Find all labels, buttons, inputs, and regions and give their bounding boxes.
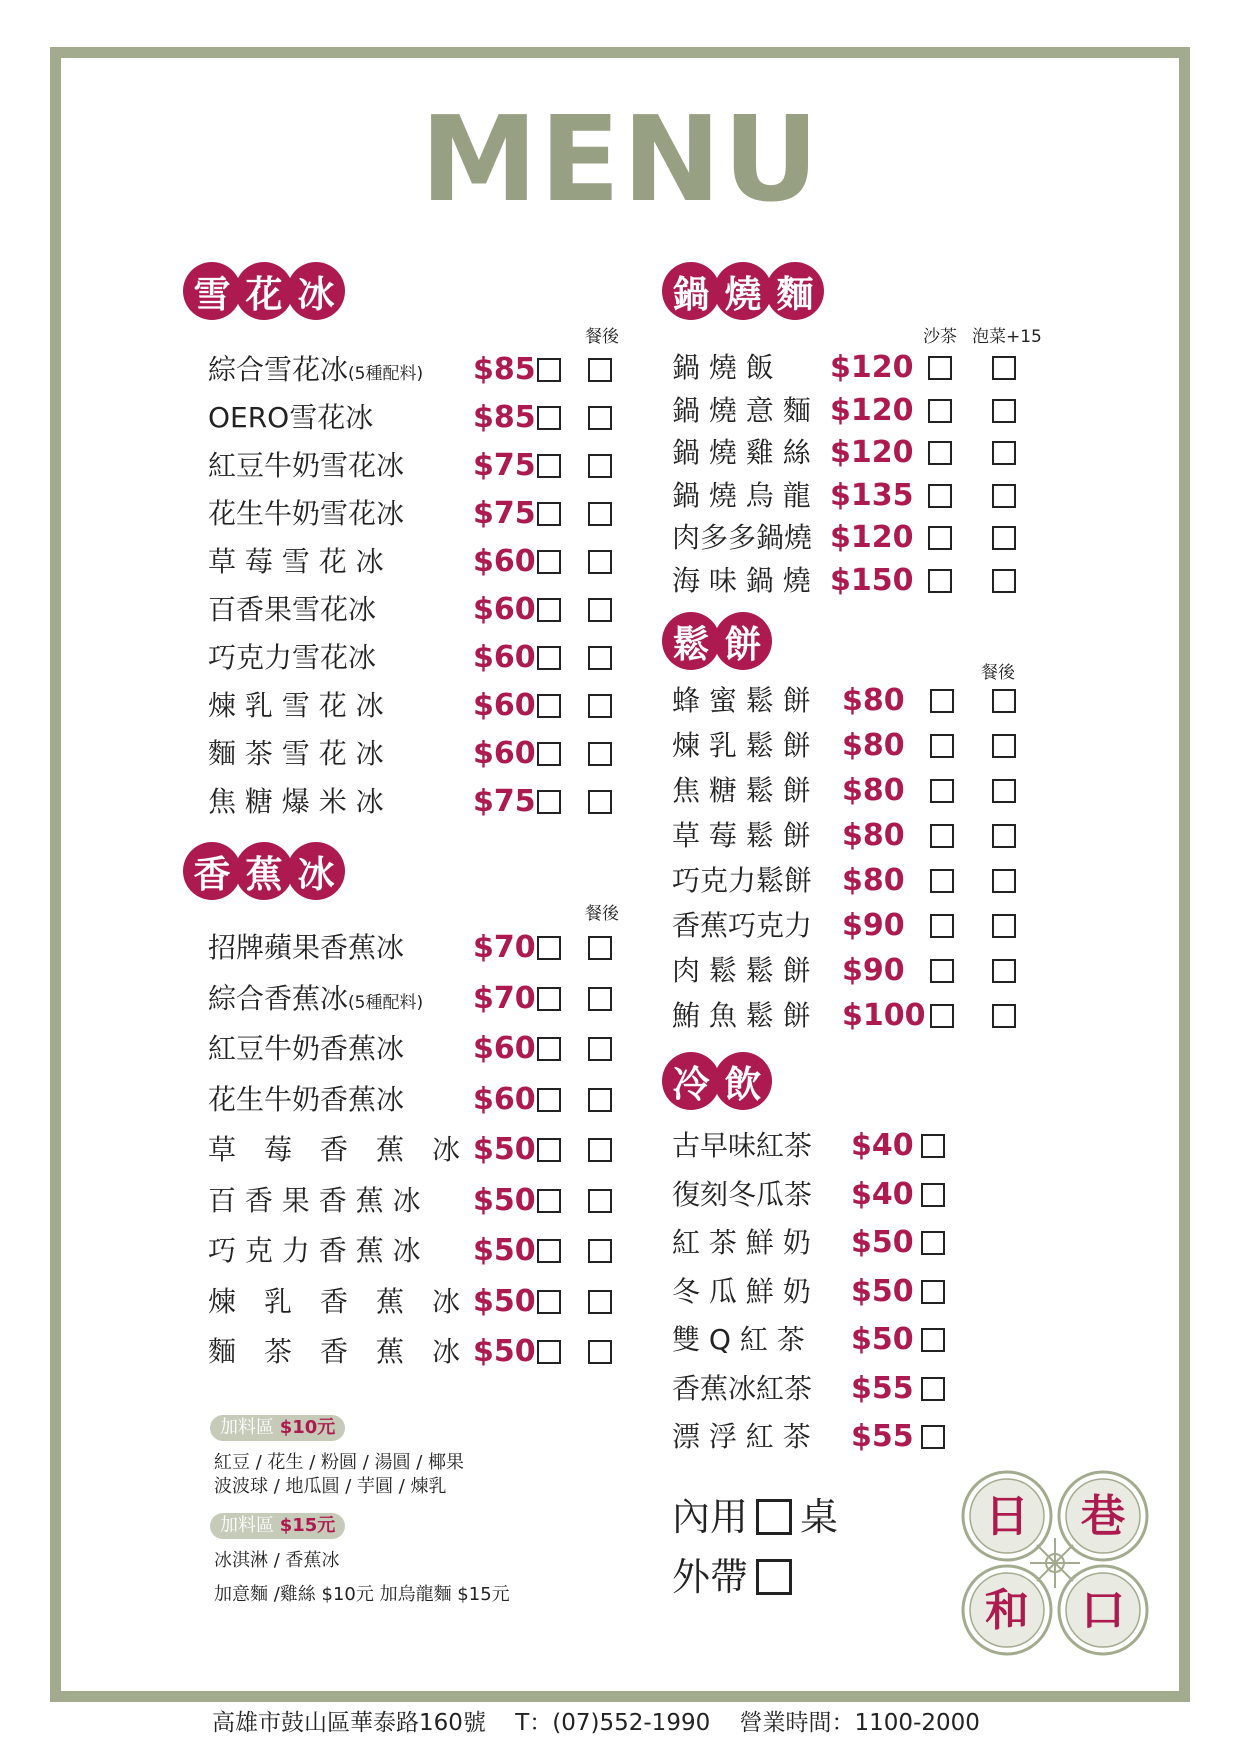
item-name-text: 煉 乳 鬆 餅 [672,729,811,762]
menu-item-row [208,782,608,822]
footer [212,1703,1002,1743]
item-price: $120 [830,520,914,555]
item-name-text: 焦 糖 爆 米 冰 [208,785,384,818]
footer-address: 高雄市鼓山區華泰路160號 [212,1710,486,1736]
footer-phone: T：(07)552-1990 [515,1710,711,1736]
addon-label: 加料區 [220,1515,274,1536]
item-name [672,681,811,721]
order-checkbox[interactable] [928,526,952,550]
order-checkbox[interactable] [930,1004,954,1028]
order-checkbox[interactable] [537,1239,561,1263]
takeout-checkbox[interactable] [756,1559,792,1595]
order-checkbox[interactable] [930,779,954,803]
order-checkbox[interactable] [537,987,561,1011]
item-name-text: 蜂 蜜 鬆 餅 [672,684,811,717]
item-name-text: 焦 糖 鬆 餅 [672,774,811,807]
item-price: $80 [842,728,905,763]
item-name-text: 百 香 果 香 蕉 冰 [208,1183,421,1217]
order-checkbox[interactable] [921,1134,945,1158]
item-price: $50 [851,1273,914,1309]
order-checkbox[interactable] [921,1425,945,1449]
item-name-text: 巧克力鬆餅 [672,864,813,897]
addon-tier2-badge [210,1513,345,1539]
order-checkbox[interactable] [537,790,561,814]
item-name [208,686,384,726]
logo-char: 巷 [1081,1491,1125,1542]
order-checkbox[interactable] [588,1138,612,1162]
title-char: 蕉 [235,842,293,900]
order-checkbox[interactable] [930,869,954,893]
takeout-option [672,1552,800,1602]
menu-item-row [208,350,608,390]
item-name-text: 百香果雪花冰 [208,593,377,626]
item-name-text: 麵 茶 香 蕉 冰 [208,1335,461,1368]
menu-item-row [208,734,608,774]
item-name-text: 巧 克 力 香 蕉 冰 [208,1234,421,1267]
col-head-after-meal: 餐後 [981,663,1015,683]
item-name [208,1080,404,1120]
menu-item-row [208,1080,608,1120]
menu-item-row [672,1369,1072,1409]
title-char: 鍋 [662,262,720,320]
menu-item-row [208,542,608,582]
item-price: $55 [851,1370,914,1406]
item-name-text: 草 莓 雪 花 冰 [208,545,384,578]
item-name [672,1272,811,1312]
item-price: $55 [851,1419,914,1454]
order-checkbox[interactable] [537,646,561,670]
logo-char: 和 [985,1585,1029,1636]
order-checkbox[interactable] [588,1037,612,1061]
item-name [208,1130,460,1170]
menu-item-row [672,1126,1072,1166]
order-checkbox[interactable] [928,484,952,508]
item-name-text: 鍋 燒 飯 [672,351,774,384]
order-checkbox[interactable] [992,959,1016,983]
order-checkbox[interactable] [588,1088,612,1112]
order-checkbox[interactable] [537,1138,561,1162]
item-price: $75 [473,448,536,483]
item-price: $75 [473,496,536,531]
title-char: 冰 [287,842,345,900]
order-checkbox[interactable] [921,1328,945,1352]
item-price: $70 [473,930,536,965]
addon-tier2-line1: 冰淇淋 / 香蕉冰 [214,1550,340,1571]
order-checkbox[interactable] [537,550,561,574]
item-name [208,638,376,678]
order-checkbox[interactable] [588,454,612,478]
menu-item-row [672,681,1072,721]
addon-price: $15元 [279,1515,336,1536]
title-char: 燒 [714,262,772,320]
order-checkbox[interactable] [537,454,561,478]
menu-item-row [208,398,608,438]
item-price: $50 [473,1132,536,1167]
item-name-text: 麵 茶 雪 花 冰 [208,737,384,770]
item-name [208,1181,421,1221]
menu-item-row [208,494,608,534]
item-name [208,1282,460,1322]
menu-item-row [208,590,608,630]
order-checkbox[interactable] [930,824,954,848]
order-checkbox[interactable] [992,824,1016,848]
order-checkbox[interactable] [537,358,561,382]
addon-extra: 加意麵 /雞絲 $10元 加烏龍麵 $15元 [214,1584,510,1605]
item-name-text: 煉 乳 雪 花 冰 [208,689,384,722]
item-name [208,734,384,774]
order-checkbox[interactable] [928,399,952,423]
title-char: 鬆 [662,612,720,670]
item-price: $120 [830,350,914,385]
order-checkbox[interactable] [930,959,954,983]
item-name [208,494,404,534]
item-name-text: OERO雪花冰 [208,401,374,434]
item-name-text: 鍋 燒 意 麵 [672,393,811,427]
order-checkbox[interactable] [537,1189,561,1213]
item-name-text: 香蕉冰紅茶 [672,1371,813,1405]
order-checkbox[interactable] [928,356,952,380]
menu-item-row [208,1231,608,1271]
item-price: $120 [830,435,914,470]
item-price: $50 [473,1182,536,1218]
order-checkbox[interactable] [588,406,612,430]
menu-item-row [208,1029,608,1069]
item-name [208,542,384,582]
item-name [208,1029,404,1069]
item-name [672,771,811,811]
col-head-satay: 沙茶 [923,327,957,347]
item-name-text: 肉多多鍋燒 [672,521,813,554]
item-name [672,518,812,558]
order-checkbox[interactable] [921,1377,945,1401]
item-name [208,1231,421,1271]
item-name [208,979,423,1023]
dine-in-option [672,1492,838,1542]
item-name-text: 綜合雪花冰 [208,353,349,386]
item-name-text: 綜合香蕉冰 [208,981,349,1015]
item-note: (5種配料) [348,992,424,1013]
order-checkbox[interactable] [588,550,612,574]
menu-item-row [672,561,1072,601]
menu-item-row [672,433,1072,473]
addon-tier1-line2: 波波球 / 地瓜圓 / 芋圓 / 煉乳 [214,1476,447,1497]
order-checkbox[interactable] [588,1189,612,1213]
addon-label: 加料區 [220,1417,274,1438]
menu-item-row [672,951,1072,991]
item-name-text: 肉 鬆 鬆 餅 [672,954,811,987]
menu-item-row [672,391,1072,431]
order-checkbox[interactable] [992,441,1016,465]
order-checkbox[interactable] [992,779,1016,803]
order-checkbox[interactable] [537,1340,561,1364]
item-name [208,398,373,438]
order-checkbox[interactable] [588,742,612,766]
dine-in-label: 內用 [672,1495,749,1539]
menu-item-row [208,446,608,486]
item-price: $80 [842,863,905,898]
item-name [208,446,404,486]
col-head-after-meal: 餐後 [585,327,619,347]
item-name [672,561,811,601]
order-checkbox[interactable] [992,484,1016,508]
item-name-text: 海 味 鍋 燒 [672,563,811,597]
item-note: (5種配料) [348,364,424,384]
order-checkbox[interactable] [588,598,612,622]
item-price: $150 [830,562,914,598]
order-checkbox[interactable] [992,526,1016,550]
col-head-kimchi: 泡菜+15 [972,327,1042,347]
item-name-text: 招牌蘋果香蕉冰 [208,931,405,964]
item-price: $80 [842,818,905,853]
item-price: $60 [473,688,536,723]
item-name-text: 香蕉巧克力 [672,909,813,942]
title-char: 餅 [714,612,772,670]
item-name-text: 煉 乳 香 蕉 冰 [208,1284,461,1318]
item-name [672,996,811,1036]
title-char: 冷 [662,1052,720,1110]
item-name [208,1332,460,1372]
item-price: $85 [473,400,536,435]
table-label: 桌 [800,1495,839,1539]
item-price: $80 [842,773,905,808]
item-name-text: 古早味紅茶 [672,1129,813,1162]
section-title-noodles [662,262,818,320]
order-checkbox[interactable] [588,1290,612,1314]
item-name-text: 鮪 魚 鬆 餅 [672,999,811,1032]
section-title-snow-ice [183,262,339,320]
order-checkbox[interactable] [588,936,612,960]
item-price: $60 [473,592,536,627]
order-checkbox[interactable] [930,734,954,758]
order-checkbox[interactable] [537,694,561,718]
menu-item-row [672,1272,1072,1312]
item-name [672,1175,812,1215]
menu-title: MENU [420,90,821,228]
menu-item-row [208,1130,608,1170]
logo-char: 口 [1081,1585,1125,1636]
item-price: $70 [473,980,536,1016]
item-price: $50 [473,1283,536,1319]
title-char: 麵 [766,262,824,320]
item-price: $60 [473,1081,536,1117]
order-checkbox[interactable] [992,399,1016,423]
order-checkbox[interactable] [537,742,561,766]
order-checkbox[interactable] [588,646,612,670]
order-checkbox[interactable] [928,441,952,465]
section-title-waffle [662,612,766,670]
item-price: $40 [851,1176,914,1212]
item-price: $90 [842,953,905,988]
menu-item-row [672,861,1072,901]
item-price: $50 [851,1225,914,1260]
item-price: $50 [473,1334,536,1369]
item-price: $85 [473,352,536,387]
order-checkbox[interactable] [930,689,954,713]
menu-item-row [208,1282,608,1322]
addon-price: $10元 [279,1417,336,1438]
menu-item-row [208,979,608,1019]
order-checkbox[interactable] [992,1004,1016,1028]
item-name-text: 紅豆牛奶香蕉冰 [208,1032,405,1065]
logo-char: 日 [985,1491,1029,1542]
order-checkbox[interactable] [537,1290,561,1314]
order-checkbox[interactable] [992,869,1016,893]
item-name [672,1417,811,1457]
order-checkbox[interactable] [537,1088,561,1112]
menu-item-row [208,928,608,968]
item-name-text: 紅豆牛奶雪花冰 [208,449,405,482]
menu-item-row [672,1223,1072,1263]
menu-item-row [672,726,1072,766]
item-name [672,861,812,901]
order-checkbox[interactable] [992,734,1016,758]
title-char: 雪 [183,262,241,320]
menu-item-row [208,1332,608,1372]
item-name-text: 漂 浮 紅 茶 [672,1420,811,1453]
item-price: $100 [842,998,926,1033]
section-title-banana-ice [183,842,339,900]
order-checkbox[interactable] [588,987,612,1011]
item-name [672,1126,812,1166]
item-price: $50 [851,1322,914,1357]
order-checkbox[interactable] [588,358,612,382]
item-price: $120 [830,392,914,428]
item-name [208,782,384,822]
item-name [672,816,811,856]
menu-item-row [672,518,1072,558]
menu-item-row [672,1417,1072,1457]
order-checkbox[interactable] [537,1037,561,1061]
menu-item-row [672,1320,1072,1360]
item-price: $60 [473,736,536,771]
addon-tier1-badge [210,1415,345,1441]
item-name-text: 鍋 燒 烏 龍 [672,478,811,512]
col-head-after-meal: 餐後 [585,904,619,924]
order-checkbox[interactable] [537,936,561,960]
dine-in-checkbox[interactable] [756,1499,792,1535]
item-price: $60 [473,640,536,675]
item-price: $50 [473,1233,536,1268]
order-checkbox[interactable] [588,1239,612,1263]
item-price: $90 [842,908,905,943]
item-name-text: 鍋 燒 雞 絲 [672,436,811,469]
item-name-text: 雙 Q 紅 茶 [672,1323,805,1356]
menu-item-row [672,906,1072,946]
item-name [208,350,423,394]
menu-item-row [208,1181,608,1221]
title-char: 冰 [287,262,345,320]
item-name [672,348,774,388]
item-name-text: 草 莓 鬆 餅 [672,819,811,852]
item-name-text: 花生牛奶香蕉冰 [208,1082,405,1116]
order-checkbox[interactable] [537,502,561,526]
menu-item-row [208,638,608,678]
order-checkbox[interactable] [588,502,612,526]
item-name [672,433,811,473]
item-name [208,590,376,630]
order-checkbox[interactable] [588,1340,612,1364]
order-checkbox[interactable] [588,790,612,814]
menu-item-row [672,348,1072,388]
item-name-text: 花生牛奶雪花冰 [208,497,405,530]
order-checkbox[interactable] [921,1183,945,1207]
item-name-text: 復刻冬瓜茶 [672,1177,813,1211]
order-checkbox[interactable] [992,569,1016,593]
title-char: 香 [183,842,241,900]
item-price: $135 [830,477,914,513]
item-price: $80 [842,683,905,718]
order-checkbox[interactable] [930,914,954,938]
order-checkbox[interactable] [588,694,612,718]
footer-hours: 營業時間：1100-2000 [739,1710,980,1736]
item-name-text: 冬 瓜 鮮 奶 [672,1274,811,1308]
item-name [672,726,811,766]
item-name [672,951,811,991]
item-name [672,906,812,946]
order-checkbox[interactable] [921,1231,945,1255]
item-price: $60 [473,544,536,579]
item-name [672,391,811,431]
menu-item-row [672,476,1072,516]
takeout-label: 外帶 [672,1555,749,1599]
menu-item-row [672,1175,1072,1215]
addon-tier1-line1: 紅豆 / 花生 / 粉圓 / 湯圓 / 椰果 [214,1452,465,1473]
title-char: 花 [235,262,293,320]
shop-logo [955,1468,1155,1658]
item-name [672,1369,812,1409]
item-name-text: 草 莓 香 蕉 冰 [208,1133,461,1166]
menu-item-row [672,771,1072,811]
menu-item-row [672,816,1072,856]
item-name [672,476,811,516]
item-name [208,928,404,968]
order-checkbox[interactable] [537,598,561,622]
title-char: 飲 [714,1052,772,1110]
order-checkbox[interactable] [921,1280,945,1304]
order-checkbox[interactable] [928,569,952,593]
order-checkbox[interactable] [992,914,1016,938]
section-title-drinks [662,1052,766,1110]
order-checkbox[interactable] [992,689,1016,713]
menu-item-row [672,996,1072,1036]
item-price: $60 [473,1031,536,1066]
menu-item-row [208,686,608,726]
item-name [672,1320,805,1360]
order-checkbox[interactable] [537,406,561,430]
item-price: $75 [473,784,536,819]
item-price: $40 [851,1128,914,1163]
item-name-text: 巧克力雪花冰 [208,641,377,674]
order-checkbox[interactable] [992,356,1016,380]
item-name-text: 紅 茶 鮮 奶 [672,1226,811,1259]
item-name [672,1223,811,1263]
